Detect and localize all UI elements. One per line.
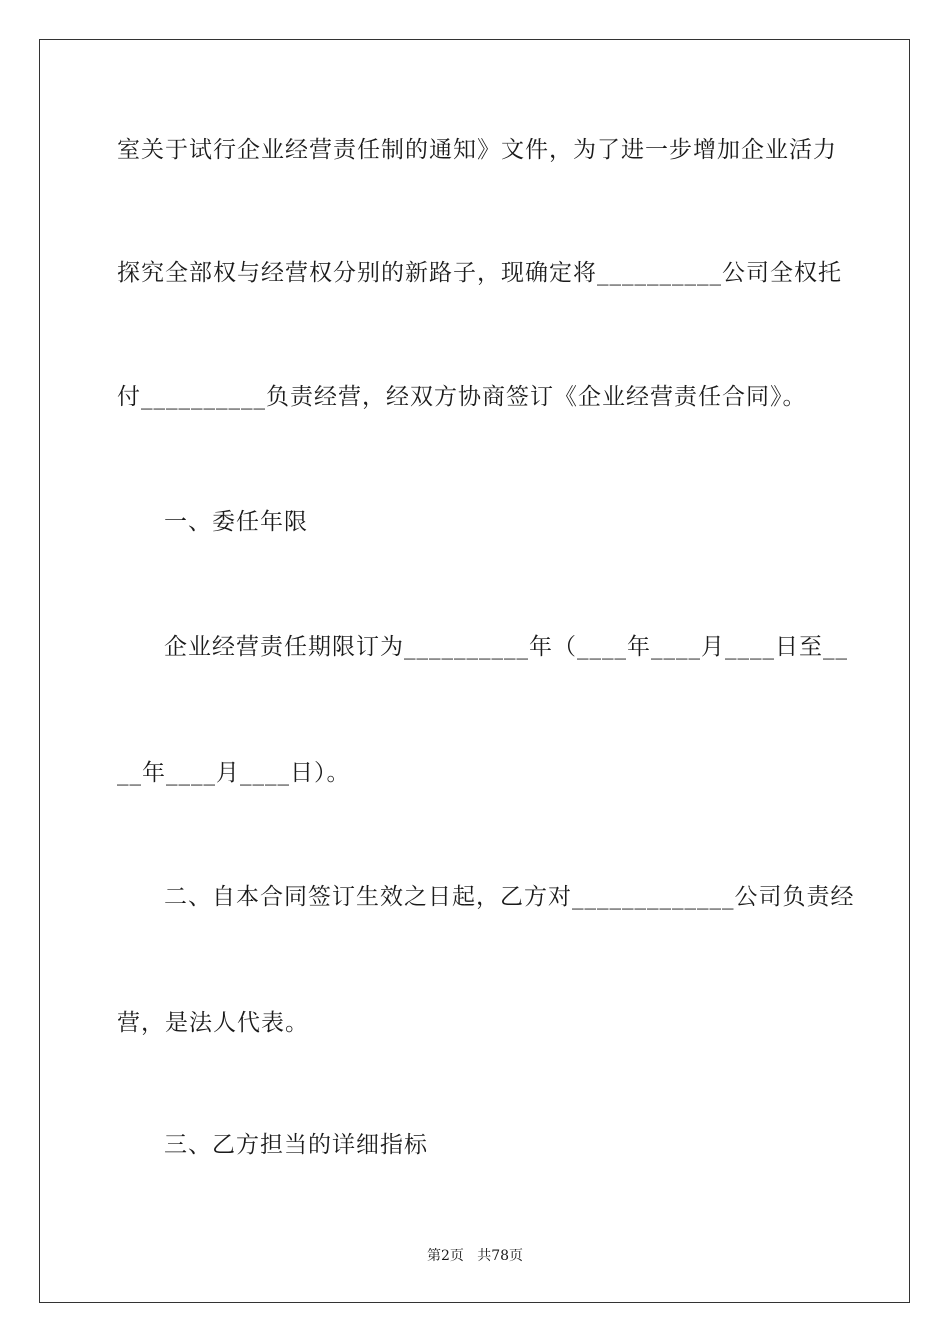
paragraph-line: 探究全部权与经营权分别的新路子，现确定将__________公司全权托 xyxy=(117,260,842,286)
paragraph-line: 室关于试行企业经营责任制的通知》文件，为了进一步增加企业活力 xyxy=(117,137,837,163)
paragraph-line: __年____月____日）。 xyxy=(117,760,351,786)
paragraph-line: 营，是法人代表。 xyxy=(117,1010,309,1036)
section-heading-1: 一、委任年限 xyxy=(164,509,308,535)
page-border xyxy=(39,39,910,1303)
section-heading-2: 二、自本合同签订生效之日起，乙方对_____________公司负责经 xyxy=(164,884,855,910)
section-heading-3: 三、乙方担当的详细指标 xyxy=(164,1132,428,1158)
paragraph-line: 企业经营责任期限订为__________年（____年____月____日至__ xyxy=(164,634,848,660)
page-number-footer: 第2页 共78页 xyxy=(426,1248,524,1264)
paragraph-line: 付__________负责经营，经双方协商签订《企业经营责任合同》。 xyxy=(117,384,807,410)
